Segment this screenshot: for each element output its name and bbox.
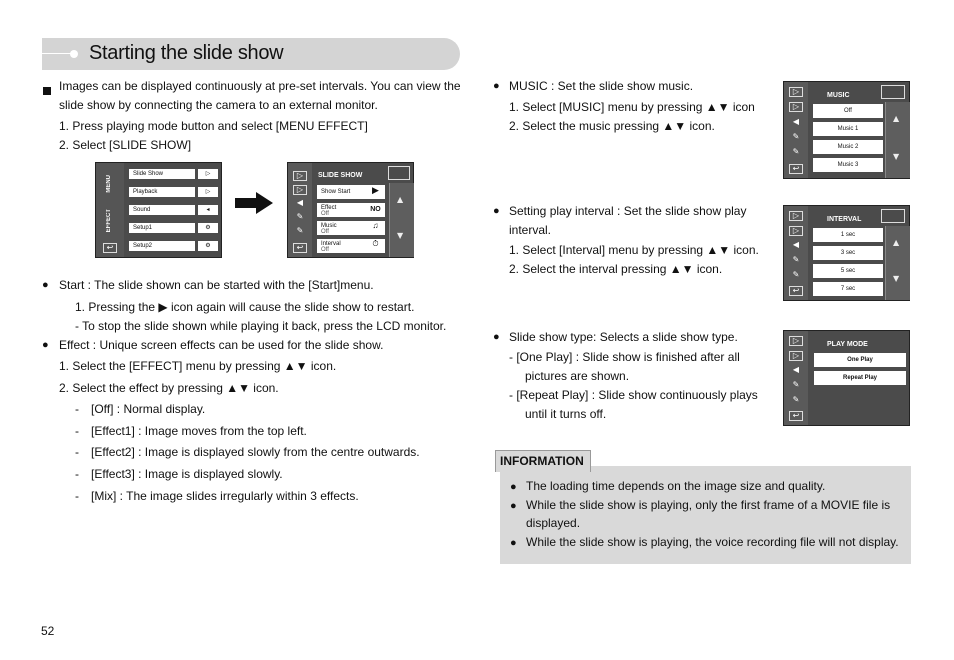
sound-side-icon: ◀ [296, 198, 304, 207]
scroll-up-icon[interactable]: ▲ [893, 238, 900, 247]
effect-option-1: [Effect1] : Image moves from the top left. [91, 424, 307, 438]
interval-value: Off [321, 247, 329, 253]
interval-option-3[interactable]: 3 sec [813, 246, 883, 260]
effect-option-dash: - [75, 489, 79, 503]
stack-icon [388, 166, 410, 180]
menu-item-setup1[interactable]: Setup1 [129, 223, 195, 233]
back-side-icon: ↩ [789, 411, 803, 421]
bullet: ● [493, 80, 500, 92]
play-button-icon[interactable]: ▶ [366, 185, 385, 199]
scroll-down-icon[interactable]: ▼ [893, 152, 900, 161]
play-icon: ▷ [293, 171, 307, 181]
stack-icon [881, 209, 905, 223]
sound-side-icon: ◀ [792, 240, 800, 249]
effect-option-dash: - [75, 467, 79, 481]
info-line-2: While the slide show is playing, only the first frame of a MOVIE file is [526, 498, 891, 512]
music-option-off[interactable]: Off [813, 104, 883, 118]
effect-label: Effect [321, 205, 337, 211]
back-side-icon: ↩ [293, 243, 307, 253]
music-line-3: 2. Select the music pressing ▲▼ icon. [509, 119, 715, 133]
menu-item-playback[interactable]: Playback [129, 187, 195, 197]
playback-icon: ▷ [198, 187, 218, 197]
effect-item[interactable] [317, 203, 369, 217]
interval-label: Interval [321, 241, 341, 247]
playback-side-icon: ▷ [789, 102, 803, 112]
start-line-1: Start : The slide shown can be started with the [Start]menu. [59, 278, 374, 292]
music-option-1[interactable]: Music 1 [813, 122, 883, 136]
menu-item-sound[interactable]: Sound [129, 205, 195, 215]
setup2-side-icon: ✎ [792, 147, 800, 156]
interval-header: INTERVAL [827, 216, 862, 223]
menu-tab-label: MENU [106, 175, 112, 193]
type-line-3b: until it turns off. [525, 407, 607, 421]
scroll-up-icon[interactable]: ▲ [893, 114, 900, 123]
interval-option-5[interactable]: 5 sec [813, 264, 883, 278]
effect-line-1: Effect : Unique screen effects can be used for the slide show. [59, 338, 384, 352]
scroll-down-icon[interactable]: ▼ [893, 274, 900, 283]
scroll-down-icon[interactable]: ▼ [397, 231, 404, 240]
bullet: ● [510, 481, 517, 493]
effect-option-mix: [Mix] : The image slides irregularly within 3 effects. [91, 489, 359, 503]
info-line-1: The loading time depends on the image size and quality. [526, 479, 826, 493]
menu-item-setup2[interactable]: Setup2 [129, 241, 195, 251]
effect-value: Off [321, 211, 329, 217]
interval-line-3: 2. Select the interval pressing ▲▼ icon. [509, 262, 723, 276]
show-start-item[interactable]: Show Start [317, 185, 369, 199]
effect-option-dash: - [75, 445, 79, 459]
bullet: ● [42, 339, 49, 351]
music-option-2[interactable]: Music 2 [813, 140, 883, 154]
square-bullet [43, 82, 51, 100]
setup1-icon: ⚙ [198, 223, 218, 233]
arrow-right-icon [256, 192, 273, 214]
setup1-side-icon: ✎ [792, 380, 800, 389]
menu-item-slide-show[interactable]: Slide Show [129, 169, 195, 179]
music-item[interactable] [317, 221, 369, 235]
setup1-side-icon: ✎ [792, 132, 800, 141]
playmode-screen [783, 330, 910, 426]
slideshow-icon: ▷ [198, 169, 218, 179]
start-line-2: 1. Pressing the ▶ icon again will cause the slide show to restart. [75, 300, 415, 314]
bullet: ● [493, 331, 500, 343]
step-1: 1. Press playing mode button and select [MENU EFFECT] [59, 119, 368, 133]
information-label: INFORMATION [495, 450, 591, 472]
title-decoration [42, 53, 72, 54]
setup2-side-icon: ✎ [296, 226, 304, 235]
start-line-3: - To stop the slide shown while playing it back, press the LCD monitor. [75, 319, 447, 333]
playback-side-icon: ▷ [789, 226, 803, 236]
intro-line-1: Images can be displayed continuously at pre-set intervals. You can view the [59, 79, 461, 93]
setup1-side-icon: ✎ [792, 255, 800, 264]
sound-side-icon: ◀ [792, 365, 800, 374]
bullet: ● [493, 205, 500, 217]
page-number: 52 [41, 624, 55, 638]
effect-line-3: 2. Select the effect by pressing ▲▼ icon. [59, 381, 279, 395]
music-off-icon: ♫ [366, 221, 385, 235]
slideshow-screen [287, 162, 414, 258]
info-line-2b: displayed. [526, 516, 581, 530]
playmode-option-one-play[interactable]: One Play [814, 353, 906, 367]
back-icon: ↩ [103, 243, 117, 253]
playback-side-icon: ▷ [789, 351, 803, 361]
back-side-icon: ↩ [789, 164, 803, 174]
playmode-option-repeat-play[interactable]: Repeat Play [814, 371, 906, 385]
playback-side-icon: ▷ [293, 185, 307, 195]
music-value: Off [321, 229, 329, 235]
info-line-3: While the slide show is playing, the voice recording file will not display. [526, 535, 899, 549]
interval-line-1: Setting play interval : Set the slide show play [509, 204, 747, 218]
menu-screen [95, 162, 222, 258]
bullet: ● [510, 500, 517, 512]
interval-item[interactable] [317, 239, 369, 253]
step-2: 2. Select [SLIDE SHOW] [59, 138, 192, 152]
type-line-2: - [One Play] : Slide show is finished after all [509, 350, 740, 364]
sound-side-icon: ◀ [792, 117, 800, 126]
setup1-side-icon: ✎ [296, 212, 304, 221]
setup2-icon: ⚙ [198, 241, 218, 251]
stack-icon [881, 85, 905, 99]
effect-option-off: [Off] : Normal display. [91, 402, 206, 416]
slideshow-header: SLIDE SHOW [318, 172, 363, 179]
bullet: ● [510, 537, 517, 549]
effect-option-dash: - [75, 402, 79, 416]
setup2-side-icon: ✎ [792, 270, 800, 279]
effect-line-2: 1. Select the [EFFECT] menu by pressing ▲▼ icon. [59, 359, 337, 373]
effect-option-2: [Effect2] : Image is displayed slowly from the centre outwards. [91, 445, 420, 459]
play-icon: ▷ [789, 211, 803, 221]
interval-option-1[interactable]: 1 sec [813, 228, 883, 242]
music-line-2: 1. Select [MUSIC] menu by pressing ▲▼ icon [509, 100, 755, 114]
music-option-3[interactable]: Music 3 [813, 158, 883, 172]
play-icon: ▷ [789, 336, 803, 346]
no-effect-badge: NO [366, 203, 385, 217]
type-line-1: Slide show type: Selects a slide show type. [509, 330, 738, 344]
music-line-1: MUSIC : Set the slide show music. [509, 79, 694, 93]
music-header: MUSIC [827, 92, 850, 99]
music-label: Music [321, 223, 337, 229]
play-icon: ▷ [789, 87, 803, 97]
type-line-2b: pictures are shown. [525, 369, 630, 383]
interval-screen [783, 205, 910, 301]
playmode-header: PLAY MODE [827, 341, 868, 348]
interval-line-2: 1. Select [Interval] menu by pressing ▲▼ icon. [509, 243, 759, 257]
effect-option-dash: - [75, 424, 79, 438]
title-dot [70, 50, 78, 58]
interval-option-7[interactable]: 7 sec [813, 282, 883, 296]
timer-icon: ⏱ [366, 239, 385, 253]
back-side-icon: ↩ [789, 286, 803, 296]
music-screen [783, 81, 910, 179]
effect-option-3: [Effect3] : Image is displayed slowly. [91, 467, 283, 481]
intro-line-2: slide show by connecting the camera to an external monitor. [59, 98, 378, 112]
effect-tab-label: EFFECT [106, 209, 112, 233]
scroll-up-icon[interactable]: ▲ [397, 195, 404, 204]
interval-line-1b: interval. [509, 223, 552, 237]
bullet: ● [42, 279, 49, 291]
page-title: Starting the slide show [89, 42, 284, 64]
setup2-side-icon: ✎ [792, 395, 800, 404]
type-line-3: - [Repeat Play] : Slide show continuously plays [509, 388, 758, 402]
sound-icon: ◂ [198, 205, 218, 215]
